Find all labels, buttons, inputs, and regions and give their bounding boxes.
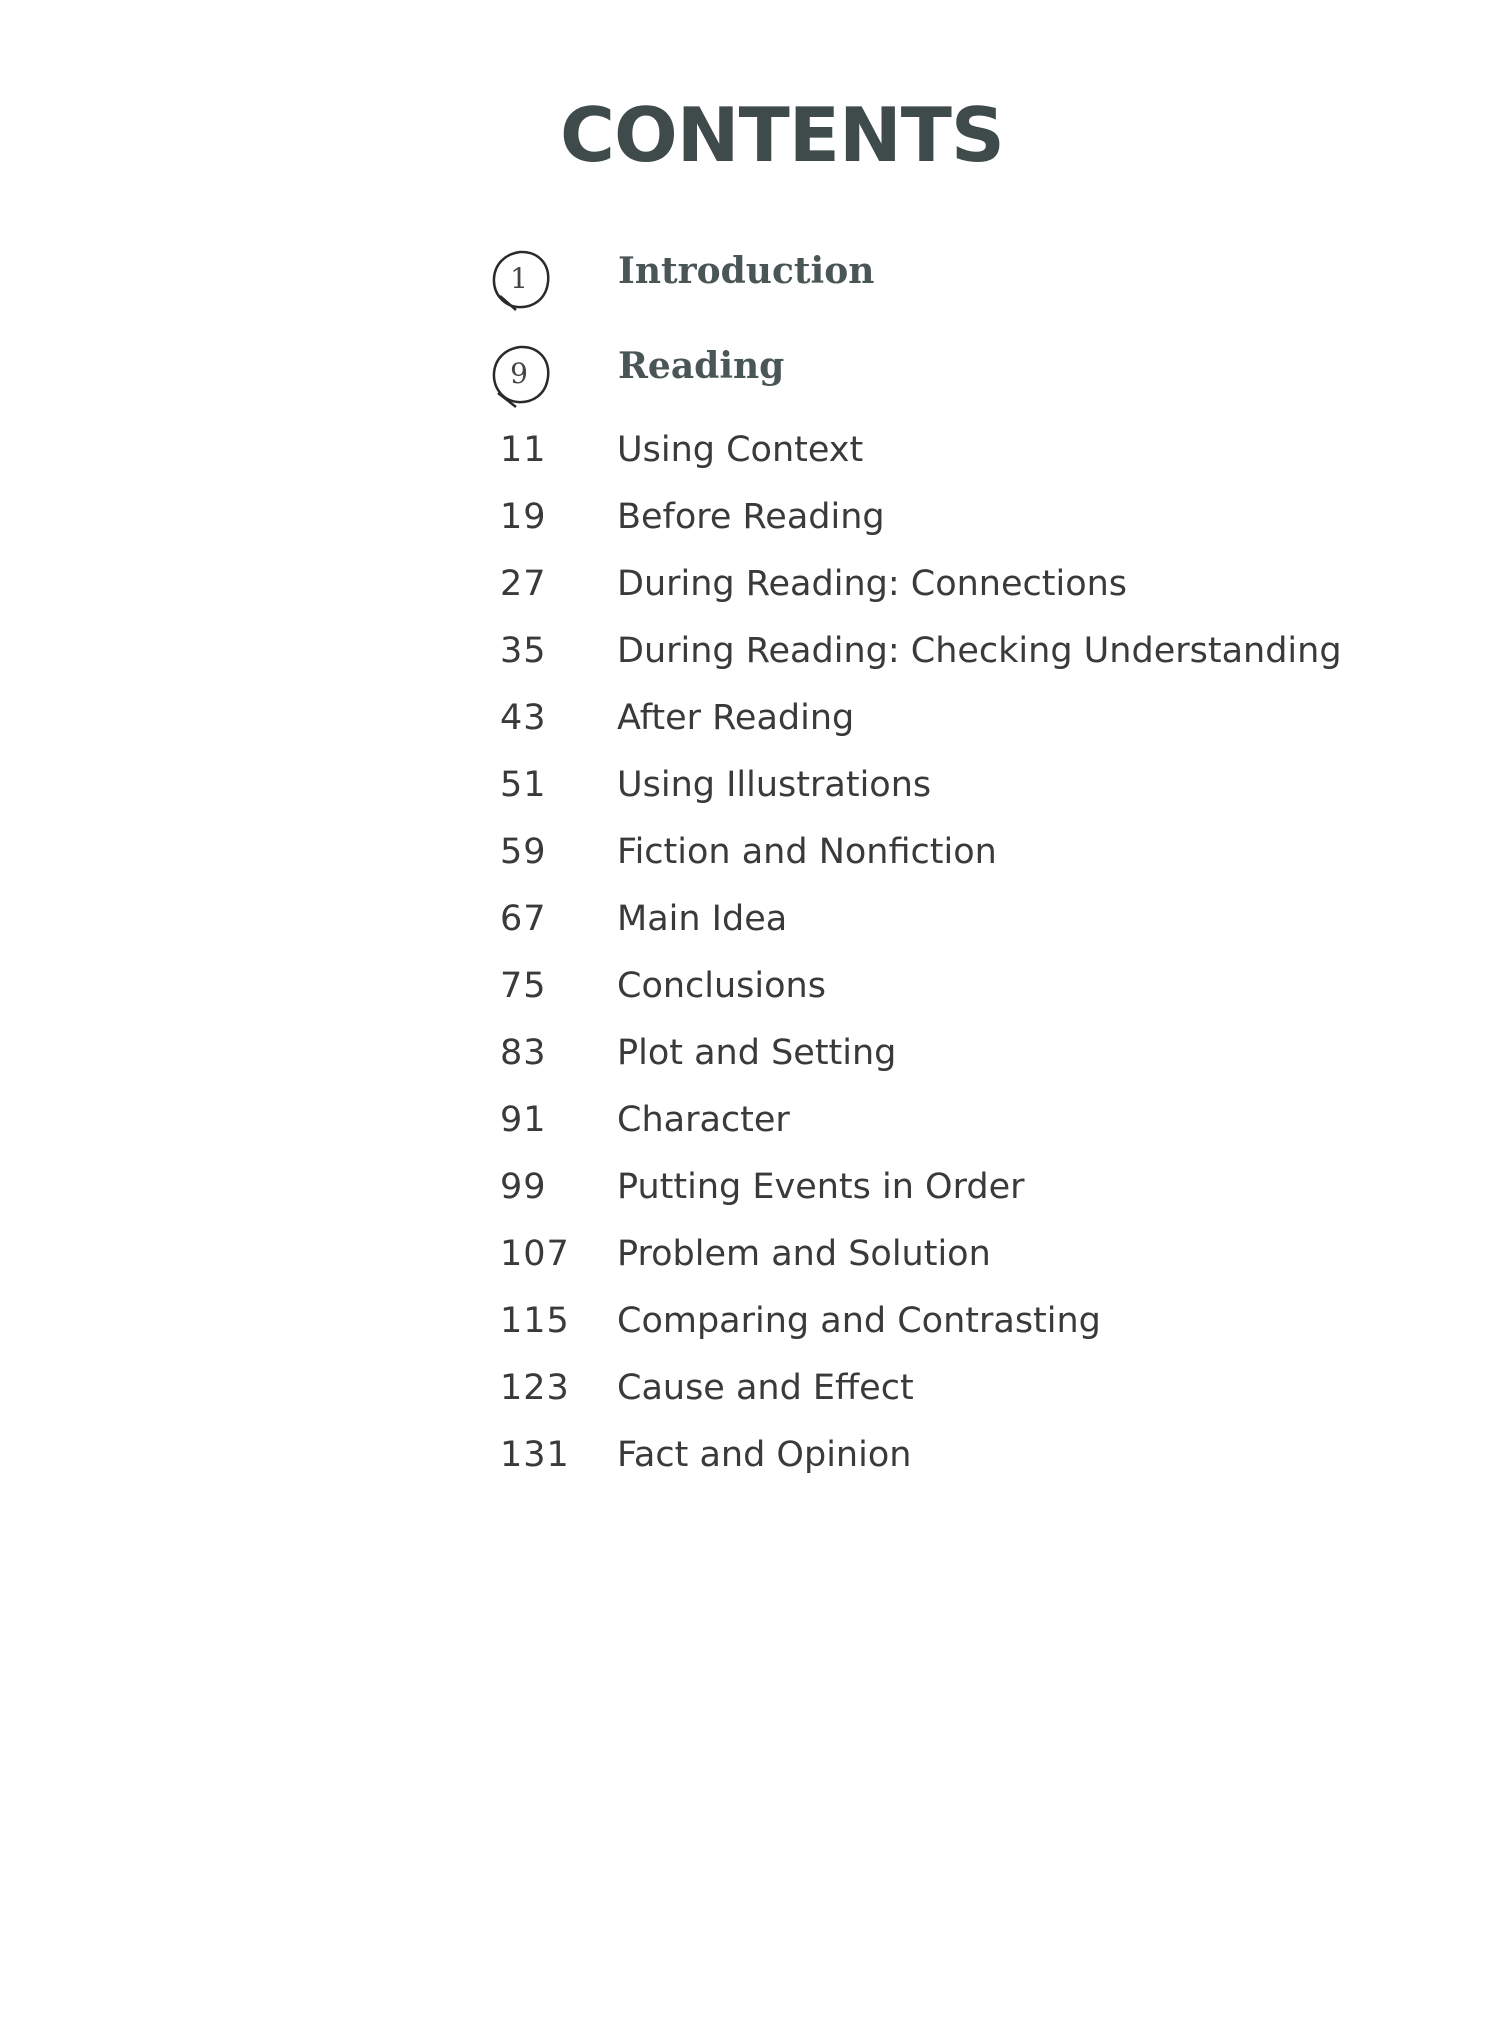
toc-entry [500, 564, 1400, 624]
entry-page-number: 67 [500, 899, 547, 939]
entry-title: Comparing and Contrasting [617, 1301, 1101, 1341]
entry-page-number: 43 [500, 698, 547, 738]
entry-title: Main Idea [617, 899, 788, 939]
toc-entry [500, 966, 1400, 1026]
toc-entry [500, 899, 1400, 959]
entry-title: Fiction and Nonfiction [617, 832, 997, 872]
entry-page-number: 35 [500, 631, 547, 671]
section-title: Reading [618, 345, 785, 387]
toc-entry [500, 1234, 1400, 1294]
entry-page-number: 83 [500, 1033, 547, 1073]
entry-title: Problem and Solution [617, 1234, 991, 1274]
toc-entry [500, 832, 1400, 892]
section-page-number: 1 [510, 262, 528, 295]
section-item-reading [480, 335, 1280, 415]
entry-page-number: 27 [500, 564, 547, 604]
section-page-number: 9 [510, 357, 528, 390]
toc-entry [500, 430, 1400, 490]
toc-entry [500, 698, 1400, 758]
entry-title: Fact and Opinion [617, 1435, 912, 1475]
entry-page-number: 51 [500, 765, 547, 805]
toc-entry [500, 1301, 1400, 1361]
entry-page-number: 11 [500, 430, 547, 470]
entry-title: Conclusions [617, 966, 826, 1006]
entry-page-number: 123 [500, 1368, 570, 1408]
entry-page-number: 19 [500, 497, 547, 537]
entry-title: During Reading: Checking Understanding [617, 631, 1342, 671]
entry-title: Plot and Setting [617, 1033, 897, 1073]
toc-entry [500, 1100, 1400, 1160]
toc-entry [500, 765, 1400, 825]
section-item-introduction [480, 240, 1280, 320]
entry-title: Using Illustrations [617, 765, 932, 805]
toc-entry [500, 631, 1400, 691]
entry-title: Putting Events in Order [617, 1167, 1025, 1207]
section-title: Introduction [618, 250, 875, 292]
entry-page-number: 115 [500, 1301, 570, 1341]
toc-entry [500, 1167, 1400, 1227]
entry-page-number: 91 [500, 1100, 547, 1140]
toc-entry [500, 1435, 1400, 1495]
handwritten-circle-icon [490, 250, 548, 308]
entry-page-number: 107 [500, 1234, 570, 1274]
handwritten-circle-icon [490, 345, 548, 403]
entry-title: Character [617, 1100, 790, 1140]
entry-title: During Reading: Connections [617, 564, 1128, 604]
entry-page-number: 75 [500, 966, 547, 1006]
toc-entry [500, 1033, 1400, 1093]
entry-title: Using Context [617, 430, 864, 470]
toc-entry [500, 497, 1400, 557]
toc-entry [500, 1368, 1400, 1428]
page-title: CONTENTS [560, 91, 1004, 179]
entry-title: Cause and Effect [617, 1368, 914, 1408]
entry-page-number: 131 [500, 1435, 570, 1475]
entry-title: Before Reading [617, 497, 885, 537]
entry-title: After Reading [617, 698, 855, 738]
entry-page-number: 99 [500, 1167, 547, 1207]
entry-page-number: 59 [500, 832, 547, 872]
